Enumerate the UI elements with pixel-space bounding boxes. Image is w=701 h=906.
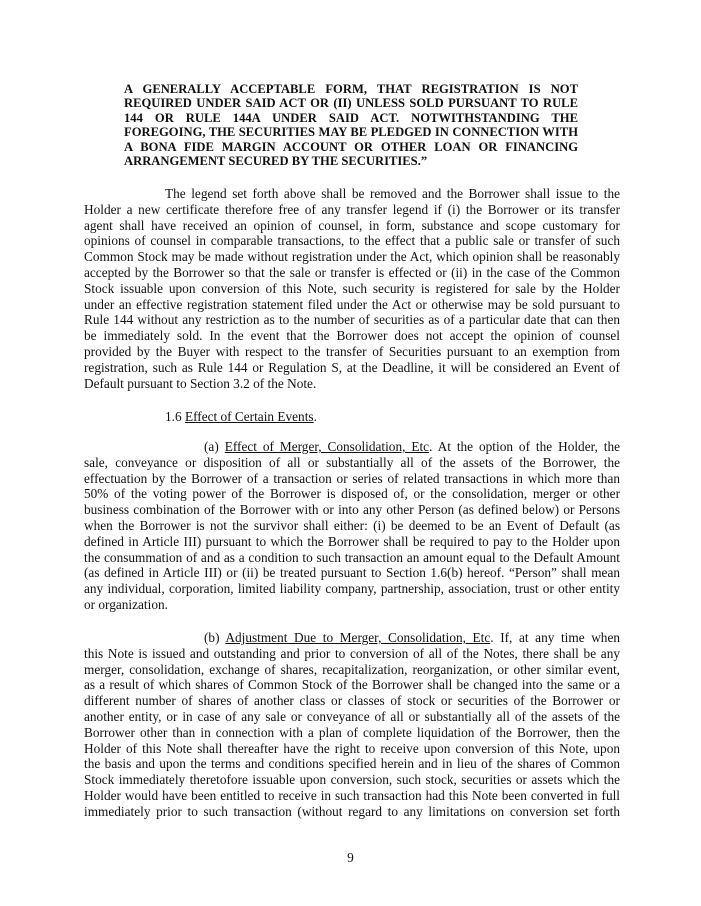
legend-line: REQUIRED UNDER SAID ACT OR (II) UNLESS SOLD PURSUANT TO RULE [124,96,578,111]
page-number: 9 [347,850,354,865]
section-number: 1.6 [165,409,185,424]
paragraph-a-effect-of-merger [84,439,620,613]
restrictive-legend-block [124,82,578,168]
paragraph-line: immediately prior to such transaction (without regard to any limitations on conversion set forth [84,803,620,819]
paragraph-first-line [84,630,620,646]
paragraph-line: under an effective registration statement filed under the Act or otherwise may be sold pursuant to [84,296,620,312]
paragraph-heading: Effect of Merger, Consolidation, Etc [224,439,430,454]
paragraph-line: business combination of the Borrower with or into any other Person (as defined below) or Persons [84,502,620,518]
paragraph-b-adjustment-due-to-merger [84,630,620,820]
paragraph-line: when the Borrower is not the survivor shall either: (i) be deemed to be an Event of Default (as [84,517,620,533]
paragraph-first-line-rest: . If, at any time when [490,630,620,645]
paragraph-line: The legend set forth above shall be removed and the Borrower shall issue to the [165,186,620,201]
paragraph-first-line [84,439,620,455]
paragraph-line: (as defined in Article III) or (ii) be treated pursuant to Section 1.6(b) hereof. “Person” shall mean [84,565,620,581]
paragraph-line: defined in Article III) pursuant to which the Borrower shall be required to pay to the Holder upon [84,533,620,549]
paragraph-line: the basis and upon the terms and conditions specified herein and in lieu of the shares of Common [84,756,620,772]
paragraph-line: 50% of the voting power of the Borrower is disposed of, or the consolidation, merger or other [84,486,620,502]
paragraph-line: be immediately sold. In the event that the Borrower does not accept the opinion of counsel [84,328,620,344]
paragraph-first-line-rest: . At the option of the Holder, the [429,439,620,454]
paragraph-line: Holder of this Note shall thereafter have the right to receive upon conversion of this Note, upon [84,740,620,756]
paragraph-line: the consummation of and as a condition to such transaction an amount equal to the Default Amount [84,549,620,565]
paragraph-line: or organization. [84,596,168,612]
paragraph-line: Holder would have been entitled to receive in such transaction had this Note been converted in full [84,787,620,803]
paragraph-line: agent shall have received an opinion of counsel, in form, substance and scope customary for [84,217,620,233]
paragraph-line: provided by the Buyer with respect to the transfer of Securities pursuant to an exemption from [84,343,620,359]
paragraph-label: (b) [204,630,226,645]
paragraph-line: merger, consolidation, exchange of shares, recapitalization, reorganization, or other similar event, [84,661,620,677]
section-heading-line [84,409,620,425]
paragraph-line: effectuation by the Borrower of a transaction or series of related transactions in which more than [84,470,620,486]
paragraph-line: Rule 144 without any restriction as to the number of securities as of a particular date that can then [84,312,620,328]
section-title: Effect of Certain Events [184,409,314,424]
paragraph-line: accepted by the Borrower so that the sale or transfer is effected or (ii) in the case of the Common [84,264,620,280]
paragraph-line: Stock issuable upon conversion of this Note, such security is registered for sale by the Holder [84,280,620,296]
paragraph-line: as a result of which shares of Common Stock of the Borrower shall be changed into the same or a [84,677,620,693]
section-heading-1-6 [84,409,620,425]
paragraph-line: Default pursuant to Section 3.2 of the Note. [84,375,317,391]
legend-line: 144 OR RULE 144A UNDER SAID ACT. NOTWITHSTANDING THE [124,110,578,125]
legend-line: A GENERALLY ACCEPTABLE FORM, THAT REGISTRATION IS NOT [124,82,578,96]
paragraph-line: Holder a new certificate therefore free of any transfer legend if (i) the Borrower or its transfer [84,201,620,217]
paragraph-line: this Note is issued and outstanding and prior to conversion of all of the Notes, there shall be any [84,645,620,661]
paragraph-line: any individual, corporation, limited liability company, partnership, association, trust or other entity [84,581,620,597]
paragraph-line: Common Stock may be made without registration under the Act, which opinion shall be reasonably [84,249,620,265]
paragraph-line: sale, conveyance or disposition of all or substantially all of the assets of the Borrower, the [84,454,620,470]
paragraph-line: another entity, or in case of any sale or conveyance of all or substantially all of the assets of the [84,708,620,724]
paragraph-heading: Adjustment Due to Merger, Consolidation, Etc [225,630,491,645]
paragraph-line: different number of shares of another class or classes of stock or securities of the Borrower or [84,693,620,709]
legend-line: A BONA FIDE MARGIN ACCOUNT OR OTHER LOAN OR FINANCING [124,139,578,154]
section-title-period: . [313,409,317,424]
legend-line: FOREGOING, THE SECURITIES MAY BE PLEDGED IN CONNECTION WITH [124,125,578,140]
paragraph-legend-removal [84,186,620,391]
legend-line: ARRANGEMENT SECURED BY THE SECURITIES.” [124,154,428,169]
paragraph-label: (a) [204,439,225,454]
paragraph-line: registration, such as Rule 144 or Regulation S, at the Deadline, it will be considered an Event of [84,359,620,375]
paragraph-line: Stock immediately theretofore issuable upon conversion, such stock, securities or assets which the [84,772,620,788]
paragraph-line: Borrower other than in connection with a plan of complete liquidation of the Borrower, then the [84,724,620,740]
paragraph-line: opinions of counsel in comparable transactions, to the effect that a public sale or transfer of such [84,233,620,249]
